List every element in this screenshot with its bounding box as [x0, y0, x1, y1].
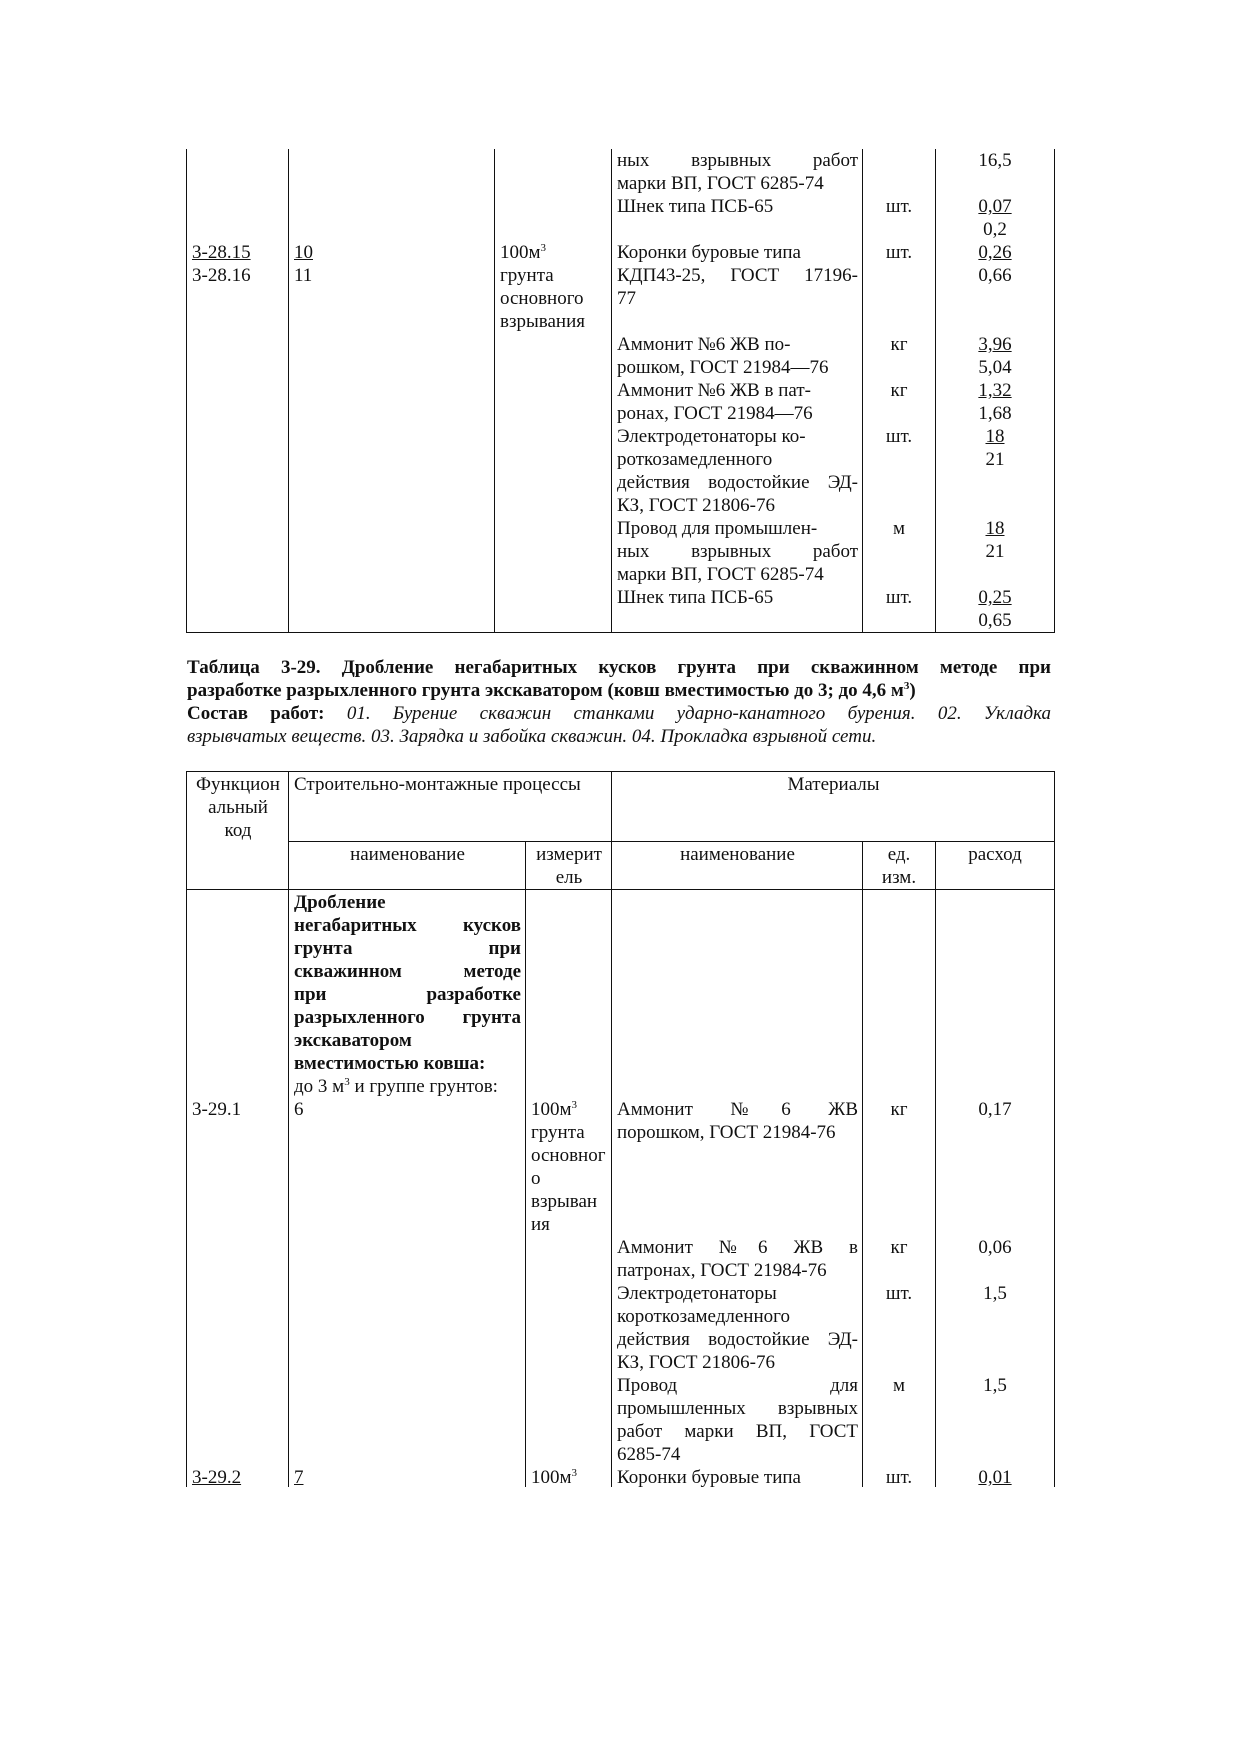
- description-line-6: разрыхленного грунта: [294, 1007, 521, 1028]
- row1-meter-line-4: о: [531, 1168, 541, 1189]
- header-process-name: наименование: [350, 844, 465, 865]
- top-row-1-value: 16,5: [978, 150, 1012, 171]
- top-row-7-unit: м: [892, 518, 906, 539]
- top-row-2-unit: шт.: [885, 196, 913, 217]
- header-material-unit-line-2: изм.: [881, 867, 917, 888]
- top-row-6-name-line-1: Электродетонаторы ко-: [617, 426, 806, 447]
- row1-group: 6: [294, 1099, 304, 1120]
- header-process-meter-line-2: ель: [555, 867, 583, 888]
- row1-meter-line-6: ия: [531, 1214, 550, 1235]
- top-row-6-name-line-2: роткозамедленного: [617, 449, 773, 470]
- top-row-1-name-line-2: марки ВП, ГОСТ 6285-74: [617, 173, 824, 194]
- top-row-8-unit: шт.: [885, 587, 913, 608]
- header-material-name: наименование: [680, 844, 795, 865]
- description-capacity: до 3 $м^3$ и группе грунтов:: [294, 1076, 498, 1097]
- material-2-rate: 0,06: [978, 1237, 1012, 1258]
- top-group-1: 10: [294, 242, 313, 263]
- top-row-5-value-top: 1,32: [978, 380, 1012, 401]
- top-row-4-value-top: 3,96: [978, 334, 1012, 355]
- top-row-3-name-line-1: Коронки буровые типа: [617, 242, 801, 263]
- material-1-name-line-2: порошком, ГОСТ 21984-76: [617, 1122, 836, 1143]
- header-processes: Строительно-монтажные процессы: [294, 774, 581, 795]
- row1-meter-line-1: $100м^3$: [531, 1099, 578, 1120]
- row1-code: 3-29.1: [192, 1099, 242, 1120]
- material-4-name-line-1: Провод для: [617, 1375, 858, 1396]
- row2-meter: $100м^3$: [531, 1467, 578, 1488]
- top-row-7-name-line-2: ных взрывных работ: [617, 541, 858, 562]
- caption-composition-line-1: Состав работ: 01. Бурение скважин станками ударно-канатного бурения. 02. Укладка: [187, 703, 1051, 724]
- top-row-8-value-top: 0,25: [978, 587, 1012, 608]
- description-line-8: вместимостью ковша:: [294, 1053, 486, 1074]
- row2-code: 3-29.2: [192, 1467, 242, 1488]
- top-row-8-value-bottom: 0,65: [978, 610, 1012, 631]
- description-line-4: скважинном методе: [294, 961, 521, 982]
- caption-title-line-1: Таблица 3-29. Дробление негабаритных кусков грунта при скважинном методе при: [187, 657, 1051, 678]
- material-3-rate: 1,5: [983, 1283, 1007, 1304]
- material-1-unit: кг: [890, 1099, 908, 1120]
- material-3-unit: шт.: [885, 1283, 913, 1304]
- top-row-7-name-line-3: марки ВП, ГОСТ 6285-74: [617, 564, 824, 585]
- top-row-3-name-line-3: 77: [617, 288, 636, 309]
- top-row-2-name: Шнек типа ПСБ-65: [617, 196, 774, 217]
- top-row-5-unit: кг: [890, 380, 908, 401]
- header-func-code-line-3: код: [224, 820, 252, 841]
- top-code-1: 3-28.15: [192, 242, 251, 263]
- top-group-2: 11: [294, 265, 313, 286]
- top-meter-line-1: $100м^3$: [500, 242, 547, 263]
- top-row-3-value-bottom: 0,66: [978, 265, 1012, 286]
- top-row-7-value-bottom: 21: [985, 541, 1005, 562]
- top-row-5-name-line-2: ронах, ГОСТ 21984—76: [617, 403, 813, 424]
- header-material-unit-line-1: ед.: [887, 844, 911, 865]
- top-row-4-value-bottom: 5,04: [978, 357, 1012, 378]
- material-1-name-line-1: Аммонит №6 ЖВ: [617, 1099, 858, 1120]
- material-4-unit: м: [892, 1375, 906, 1396]
- top-row-6-name-line-3: действия водостойкие ЭД-: [617, 472, 858, 493]
- top-row-8-name: Шнек типа ПСБ-65: [617, 587, 774, 608]
- top-row-7-value-top: 18: [985, 518, 1005, 539]
- row2-rate: 0,01: [978, 1467, 1012, 1488]
- caption-title-line-2: разработке разрыхленного грунта экскаватором (ковш вместимостью до 3; до 4,6 $м^3$): [187, 680, 916, 701]
- top-row-1-name-line-1: ных взрывных работ: [617, 150, 858, 171]
- row2-group: 7: [294, 1467, 304, 1488]
- row1-meter-line-3: основног: [531, 1145, 606, 1166]
- material-2-unit: кг: [890, 1237, 908, 1258]
- top-row-4-name-line-2: рошком, ГОСТ 21984—76: [617, 357, 829, 378]
- description-line-2: негабаритных кусков: [294, 915, 521, 936]
- top-row-2-value-top: 0,07: [978, 196, 1012, 217]
- header-material-rate: расход: [968, 844, 1022, 865]
- material-3-name-line-2: короткозамедленного: [617, 1306, 790, 1327]
- row2-material: Коронки буровые типа: [617, 1467, 801, 1488]
- top-row-6-value-top: 18: [985, 426, 1005, 447]
- top-row-3-unit: шт.: [885, 242, 913, 263]
- material-4-rate: 1,5: [983, 1375, 1007, 1396]
- top-meter-line-4: взрывания: [500, 311, 585, 332]
- top-row-3-value-top: 0,26: [978, 242, 1012, 263]
- header-func-code-line-2: альный: [208, 797, 268, 818]
- material-1-rate: 0,17: [978, 1099, 1012, 1120]
- material-2-name-line-1: Аммонит №6 ЖВ в: [617, 1237, 858, 1258]
- top-row-4-name-line-1: Аммонит №6 ЖВ по-: [617, 334, 791, 355]
- description-line-7: экскаватором: [294, 1030, 412, 1051]
- top-row-5-name-line-1: Аммонит №6 ЖВ в пат-: [617, 380, 811, 401]
- description-line-1: Дробление: [294, 892, 386, 913]
- header-process-meter-line-1: измерит: [536, 844, 602, 865]
- material-3-name-line-4: КЗ, ГОСТ 21806-76: [617, 1352, 776, 1373]
- top-row-4-unit: кг: [890, 334, 908, 355]
- top-meter-line-3: основного: [500, 288, 584, 309]
- row1-meter-line-2: грунта: [531, 1122, 585, 1143]
- top-row-7-name-line-1: Провод для промышлен-: [617, 518, 818, 539]
- top-code-2: 3-28.16: [192, 265, 251, 286]
- top-row-3-name-line-2: КДП43-25, ГОСТ 17196-: [617, 265, 858, 286]
- header-materials: Материалы: [787, 774, 880, 795]
- top-row-6-name-line-4: КЗ, ГОСТ 21806-76: [617, 495, 776, 516]
- row1-meter-line-5: взрыван: [531, 1191, 598, 1212]
- top-meter-line-2: грунта: [500, 265, 554, 286]
- description-line-5: при разработке: [294, 984, 521, 1005]
- material-4-name-line-2: промышленных взрывных: [617, 1398, 858, 1419]
- top-row-5-value-bottom: 1,68: [978, 403, 1012, 424]
- top-row-2-value-bottom: 0,2: [983, 219, 1007, 240]
- description-line-3: грунта при: [294, 938, 521, 959]
- material-3-name-line-3: действия водостойкие ЭД-: [617, 1329, 858, 1350]
- top-row-6-value-bottom: 21: [985, 449, 1005, 470]
- caption-composition-line-2: взрывчатых веществ. 03. Зарядка и забойка скважин. 04. Прокладка взрывной сети.: [187, 726, 877, 747]
- material-4-name-line-4: 6285-74: [617, 1444, 681, 1465]
- material-2-name-line-2: патронах, ГОСТ 21984-76: [617, 1260, 827, 1281]
- material-4-name-line-3: работ марки ВП, ГОСТ: [617, 1421, 858, 1442]
- material-3-name-line-1: Электродетонаторы: [617, 1283, 777, 1304]
- row2-unit: шт.: [885, 1467, 913, 1488]
- table-caption: [187, 656, 1051, 748]
- top-row-6-unit: шт.: [885, 426, 913, 447]
- header-func-code-line-1: Функцион: [196, 774, 280, 795]
